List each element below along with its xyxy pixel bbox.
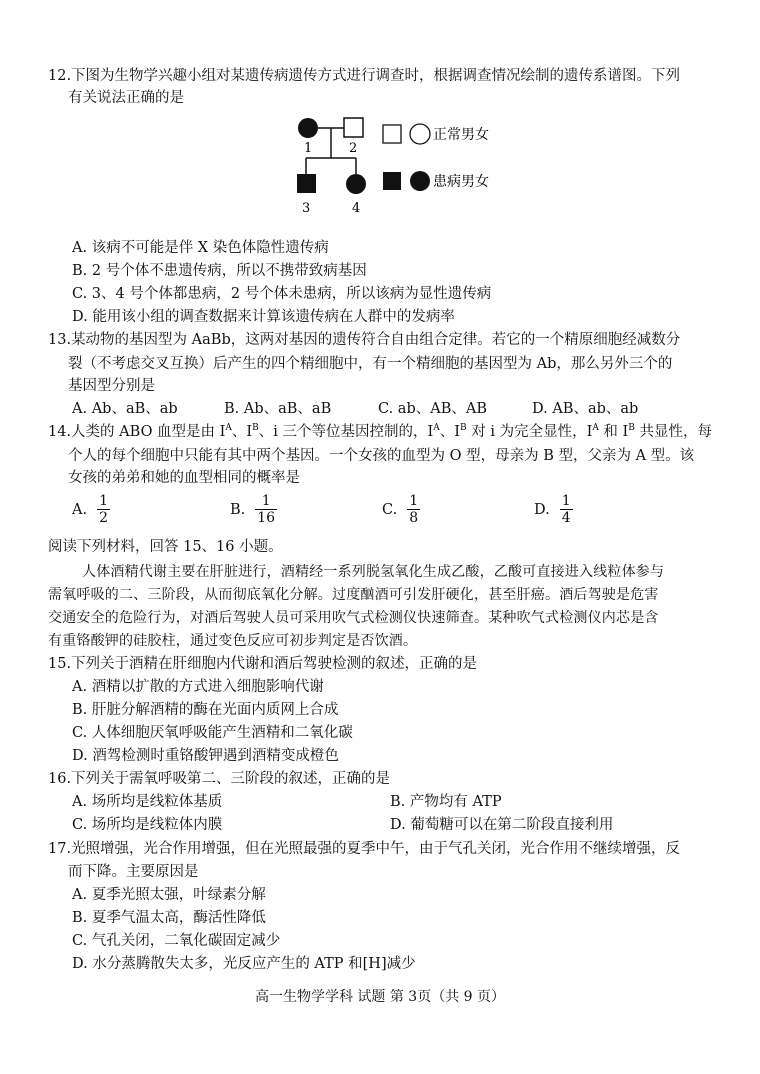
q17-option-c: C. 气孔关闭，二氧化碳固定减少 [72, 933, 281, 949]
q13-stem-line2: 裂（不考虑交叉互换）后产生的四个精细胞中，有一个精细胞的基因型为 Ab，那么另外三个的 [68, 356, 673, 372]
q13-option-d: D. AB、ab、ab [532, 401, 639, 417]
material-line2: 需氧呼吸的二、三阶段，从而彻底氧化分解。过度酗酒可引发肝硬化，甚至肝癌。酒后驾驶是危害 [48, 587, 659, 603]
q16-stem: 16.下列关于需氧呼吸第二、三阶段的叙述，正确的是 [48, 771, 391, 787]
q17-stem-line2: 而下降。主要原因是 [68, 864, 199, 880]
q13-stem-line3: 基因型分别是 [68, 378, 155, 394]
q14-stem-line3: 女孩的弟弟和她的血型相同的概率是 [68, 470, 300, 486]
legend-normal-label: 正常男女 [433, 127, 489, 143]
q17-option-d: D. 水分蒸腾散失太多，光反应产生的 ATP 和[H]减少 [72, 956, 416, 972]
q17-option-a: A. 夏季光照太强，叶绿素分解 [72, 887, 266, 903]
individual-3-affected-male [297, 174, 316, 193]
individual-4-affected-female [346, 174, 366, 194]
q14-stem-line2: 个人的每个细胞中只能有其中两个基因。一个女孩的血型为 O 型，母亲为 B 型，父亲为 A 型。该 [68, 448, 695, 464]
label-1: 1 [304, 141, 313, 156]
q13-option-a: A. Ab、aB、ab [72, 401, 178, 417]
label-4: 4 [352, 201, 361, 216]
q16-option-b: B. 产物均有 ATP [390, 794, 502, 810]
label-2: 2 [349, 141, 358, 156]
individual-2-normal-male [344, 118, 363, 137]
legend-affected-male [383, 172, 401, 190]
material-line1: 人体酒精代谢主要在肝脏进行，酒精经一系列脱氢氧化生成乙酸，乙酸可直接进入线粒体参与 [82, 564, 665, 580]
q12-option-c: C. 3、4 号个体都患病，2 号个体未患病，所以该病为显性遗传病 [72, 286, 492, 302]
pedigree-chart [280, 112, 520, 216]
q16-option-a: A. 场所均是线粒体基质 [72, 794, 223, 810]
q14-option-d: D. $\frac{1}{4}$ [534, 493, 571, 526]
q12-stem-line2: 有关说法正确的是 [68, 90, 184, 106]
q15-option-a: A. 酒精以扩散的方式进入细胞影响代谢 [72, 679, 324, 695]
q14-option-a: A. $\frac{1}{2}$ [72, 493, 109, 526]
q14-option-b: B. $\frac{1}{16}$ [230, 493, 276, 526]
q16-option-c: C. 场所均是线粒体内膜 [72, 817, 223, 833]
q12-option-a: A. 该病不可能是伴 X 染色体隐性遗传病 [72, 240, 329, 256]
q14-stem-line1: 14.人类的 ABO 血型是由 $I^A$、$I^B$、i 三个等位基因控制的，$I^A$、$I^B$ 对 i 为完全显性，$I^A$ 和 $I^B$ 共显性，每 [48, 423, 712, 440]
material-line4: 有重铬酸钾的硅胶柱，通过变色反应可初步判定是否饮酒。 [48, 633, 418, 649]
material-line3: 交通安全的危险行为，对酒后驾驶人员可采用吹气式检测仪快速筛查。某种吹气式检测仪内芯是含 [48, 610, 659, 626]
q13-stem-line1: 13.某动物的基因型为 AaBb，这两对基因的遗传符合自由组合定律。若它的一个精原细胞经减数分 [48, 332, 681, 348]
q12-stem-line1: 12.下图为生物学兴趣小组对某遗传病遗传方式进行调查时，根据调查情况绘制的遗传系谱图。下列 [48, 68, 681, 84]
legend-affected-female [410, 171, 430, 191]
label-3: 3 [302, 201, 311, 216]
q13-option-b: B. Ab、aB、aB [224, 401, 332, 417]
q17-stem-line1: 17.光照增强，光合作用增强，但在光照最强的夏季中午，由于气孔关闭，光合作用不继续增强，反 [48, 841, 681, 857]
q17-option-b: B. 夏季气温太高，酶活性降低 [72, 910, 266, 926]
q15-option-d: D. 酒驾检测时重铬酸钾遇到酒精变成橙色 [72, 748, 339, 764]
q16-option-d: D. 葡萄糖可以在第二阶段直接利用 [390, 817, 614, 833]
legend-normal-female [410, 124, 430, 144]
q14-option-c: C. $\frac{1}{8}$ [382, 493, 419, 526]
q15-option-b: B. 肝脏分解酒精的酶在光面内质网上合成 [72, 702, 339, 718]
individual-1-affected-female [298, 118, 318, 138]
q12-option-d: D. 能用该小组的调查数据来计算该遗传病在人群中的发病率 [72, 309, 455, 325]
q13-option-c: C. ab、AB、AB [378, 401, 487, 417]
legend-normal-male [383, 125, 401, 143]
q15-stem: 15.下列关于酒精在肝细胞内代谢和酒后驾驶检测的叙述，正确的是 [48, 656, 478, 672]
legend-affected-label: 患病男女 [433, 174, 489, 190]
material-intro: 阅读下列材料，回答 15、16 小题。 [48, 539, 283, 555]
q15-option-c: C. 人体细胞厌氧呼吸能产生酒精和二氧化碳 [72, 725, 353, 741]
page-footer: 高一生物学学科 试题 第 3页（共 9 页） [254, 989, 506, 1005]
q12-option-b: B. 2 号个体不患遗传病，所以不携带致病基因 [72, 263, 367, 279]
